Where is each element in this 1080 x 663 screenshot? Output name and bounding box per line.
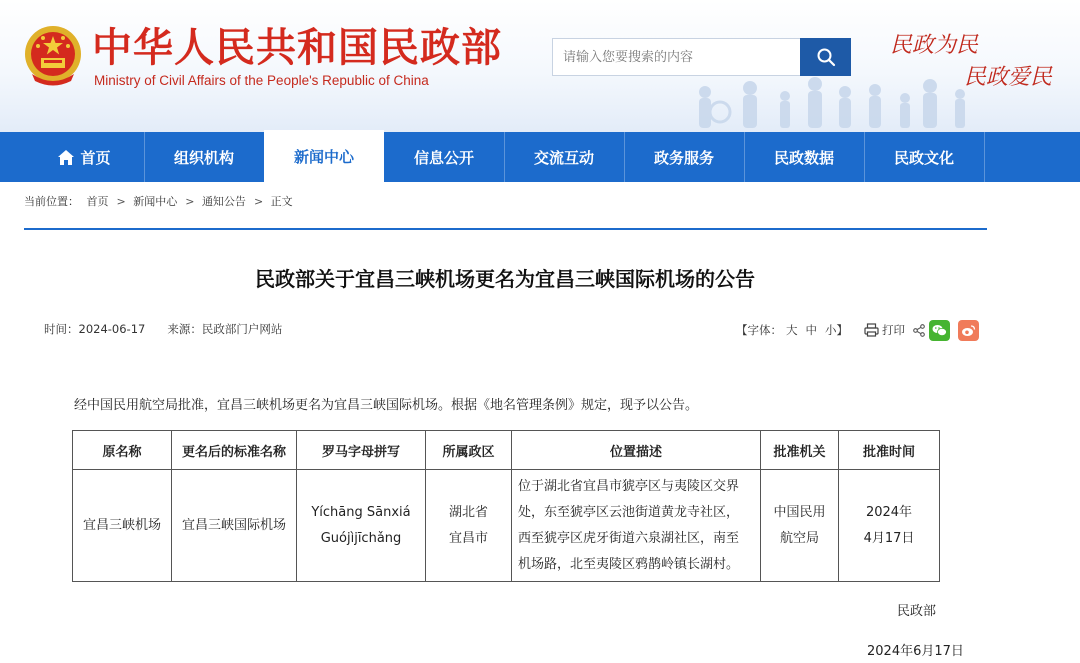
home-icon bbox=[57, 149, 75, 166]
table-header: 罗马字母拼写 bbox=[297, 431, 426, 470]
table-header: 更名后的标准名称 bbox=[172, 431, 297, 470]
nav-item-label: 首页 bbox=[80, 148, 111, 167]
cell-approval-date: 2024年 4月17日 bbox=[839, 470, 940, 582]
breadcrumb-home[interactable]: 首页 bbox=[86, 195, 109, 208]
nav-item-label: 信息公开 bbox=[413, 148, 474, 167]
slogan-line-2: 民政爱民 bbox=[964, 65, 1053, 90]
nav-item-label: 组织机构 bbox=[173, 148, 234, 167]
publish-time: 时间：2024-06-17 bbox=[44, 322, 146, 336]
breadcrumb-label: 当前位置： bbox=[24, 195, 79, 208]
table-header: 所属政区 bbox=[426, 431, 512, 470]
table-row bbox=[73, 470, 940, 582]
breadcrumb-current: 正文 bbox=[270, 195, 293, 208]
chevron-right-icon: > bbox=[185, 195, 195, 208]
nav-item-label: 交流互动 bbox=[533, 148, 594, 167]
article-tools bbox=[736, 319, 979, 341]
article-meta bbox=[44, 321, 282, 337]
nav-item-home[interactable] bbox=[24, 132, 144, 182]
article-source: 来源：民政部门户网站 bbox=[167, 322, 283, 336]
site-title: 中华人民共和国民政部 bbox=[92, 24, 502, 71]
cell-approving-authority: 中国民用 航空局 bbox=[761, 470, 839, 582]
table-header: 批准机关 bbox=[761, 431, 839, 470]
rename-notice-table bbox=[72, 430, 940, 582]
chevron-right-icon: > bbox=[253, 195, 264, 208]
font-size-medium-button[interactable]: 中 bbox=[805, 323, 817, 337]
article-intro: 经中国民用航空局批准，宜昌三峡机场更名为宜昌三峡国际机场。根据《地名管理条例》规定，现予以公告。 bbox=[74, 398, 699, 413]
table-header: 批准时间 bbox=[839, 431, 940, 470]
nav-item-data[interactable] bbox=[744, 132, 864, 182]
table-header: 位置描述 bbox=[512, 431, 761, 470]
site-header bbox=[0, 0, 1080, 132]
cell-location-description: 位于湖北省宜昌市猇亭区与夷陵区交界 处，东至猇亭区云池街道黄龙寺社区， 西至猇亭区虎牙街道六泉湖社区，南至 机场路，北至夷陵区鸦鹊岭镇长湖村。 bbox=[512, 470, 761, 582]
breadcrumb bbox=[24, 193, 297, 209]
content-divider bbox=[24, 228, 987, 230]
nav-item-organization[interactable] bbox=[144, 132, 264, 182]
table-header: 原名称 bbox=[73, 431, 172, 470]
nav-divider bbox=[984, 132, 985, 182]
search-button[interactable] bbox=[800, 38, 851, 76]
nav-item-culture[interactable] bbox=[864, 132, 984, 182]
cell-original-name: 宜昌三峡机场 bbox=[73, 470, 172, 582]
site-subtitle: Ministry of Civil Affairs of the People's Republic of China bbox=[94, 73, 429, 88]
issuer-signature: 民政部 bbox=[897, 604, 937, 619]
breadcrumb-notices[interactable]: 通知公告 bbox=[201, 195, 246, 208]
nav-item-label: 民政数据 bbox=[773, 148, 834, 167]
issue-date: 2024年6月17日 bbox=[867, 644, 964, 659]
nav-item-label: 民政文化 bbox=[893, 148, 954, 167]
font-size-small-button[interactable]: 小】 bbox=[825, 323, 848, 337]
search-icon bbox=[816, 47, 836, 67]
print-button[interactable] bbox=[864, 322, 905, 338]
breadcrumb-news-center[interactable]: 新闻中心 bbox=[133, 195, 178, 208]
article-title: 民政部关于宜昌三峡机场更名为宜昌三峡国际机场的公告 bbox=[255, 267, 755, 291]
cell-new-name: 宜昌三峡国际机场 bbox=[172, 470, 297, 582]
font-size-large-button[interactable]: 大 bbox=[786, 323, 798, 337]
wechat-icon[interactable] bbox=[929, 320, 950, 341]
national-emblem-icon bbox=[22, 24, 84, 88]
weibo-icon[interactable] bbox=[958, 320, 979, 341]
nav-item-label: 政务服务 bbox=[653, 148, 714, 167]
nav-item-info-disclosure[interactable] bbox=[384, 132, 504, 182]
slogan-line-1: 民政为民 bbox=[890, 33, 979, 58]
table-header-row bbox=[73, 431, 940, 470]
font-size-label: 【字体： bbox=[736, 323, 782, 337]
main-nav bbox=[0, 132, 1080, 182]
cell-romanization: Yíchāng Sānxiá Guójìjīchǎng bbox=[297, 470, 426, 582]
nav-item-interaction[interactable] bbox=[504, 132, 624, 182]
nav-item-news-center[interactable] bbox=[264, 130, 384, 182]
nav-item-gov-services[interactable] bbox=[624, 132, 744, 182]
chevron-right-icon: > bbox=[116, 195, 126, 208]
cell-region: 湖北省 宜昌市 bbox=[426, 470, 512, 582]
nav-item-label: 新闻中心 bbox=[293, 147, 354, 166]
print-icon bbox=[864, 323, 879, 337]
print-label: 打印 bbox=[882, 323, 905, 337]
search-input[interactable] bbox=[552, 38, 800, 76]
share-icon[interactable] bbox=[913, 324, 925, 337]
